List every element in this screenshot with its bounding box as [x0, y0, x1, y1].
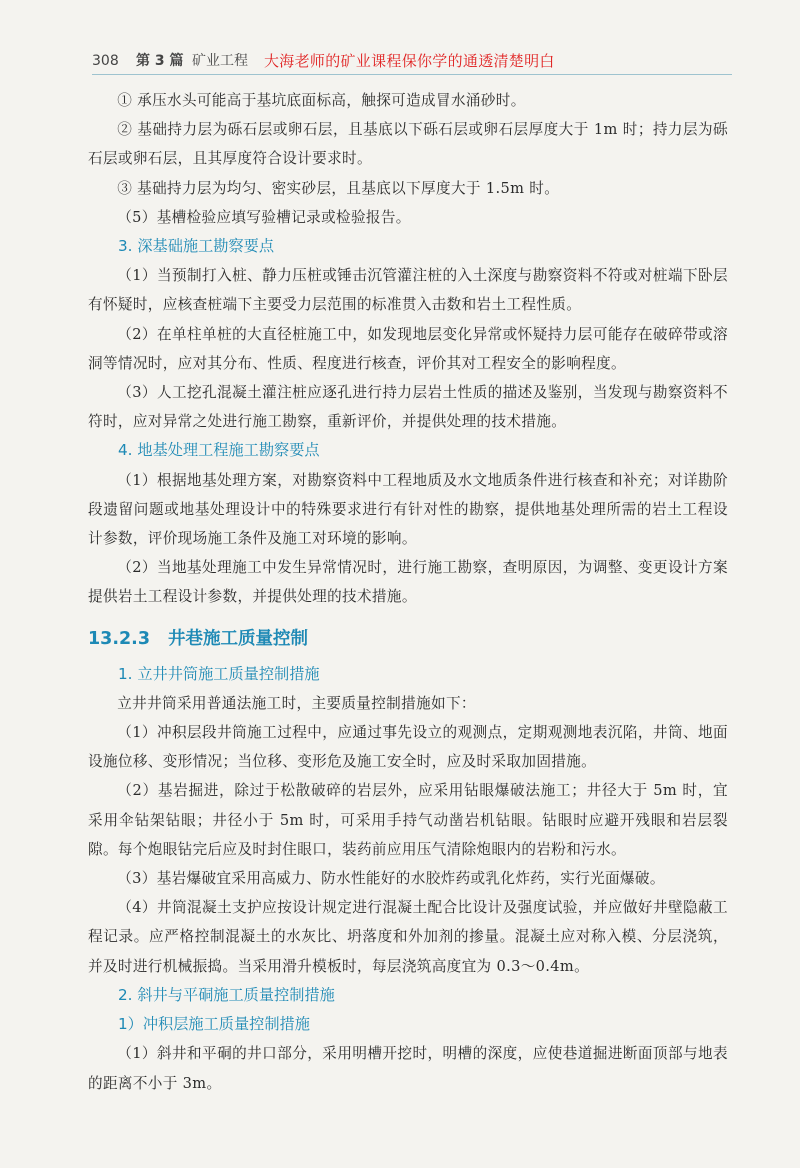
paragraph: （2）当地基处理施工中发生异常情况时，进行施工勘察，查明原因，为调整、变更设计方案提供岩土工程设计参数，并提供处理的技术措施。: [88, 559, 728, 606]
watermark-text: 大海老师的矿业课程保你学的通透清楚明白: [264, 52, 555, 70]
page-body: [88, 86, 728, 1098]
chapter-label: 矿业工程: [192, 53, 248, 69]
paragraph: （2）基岩掘进，除过于松散破碎的岩层外，应采用钻眼爆破法施工；井径大于 5m 时，宜采用伞钻架钻眼；井径小于 5m 时，可采用手持气动凿岩机钻眼。钻眼时应避开残眼和岩层裂隙。每个炮眼钻完后应及时封住眼口，装药前应用压气清除炮眼内的岩粉和污水。: [88, 782, 728, 858]
section-heading: [88, 622, 728, 656]
paragraph: （3）人工挖孔混凝土灌注桩应逐孔进行持力层岩土性质的描述及鉴别，当发现与勘察资料不符时，应对异常之处进行施工勘察，重新评价，并提供处理的技术措施。: [88, 384, 728, 431]
subsection-heading: 1）冲积层施工质量控制措施: [118, 1015, 310, 1034]
subsection-heading: 3. 深基础施工勘察要点: [118, 237, 275, 256]
paragraph: ① 承压水头可能高于基坑底面标高，触探可造成冒水涌砂时。: [117, 92, 526, 109]
paragraph: （2）在单柱单桩的大直径桩施工中，如发现地层变化异常或怀疑持力层可能存在破碎带或溶洞等情况时，应对其分布、性质、程度进行核查，评价其对工程安全的影响程度。: [88, 325, 728, 372]
subsection-heading: 1. 立井井筒施工质量控制措施: [118, 664, 320, 683]
paragraph: 立井井筒采用普通法施工时，主要质量控制措施如下：: [117, 694, 476, 712]
paragraph: （3）基岩爆破宜采用高威力、防水性能好的水胶炸药或乳化炸药，实行光面爆破。: [117, 870, 665, 888]
paragraph: （1）根据地基处理方案，对勘察资料中工程地质及水文地质条件进行核查和补充；对详勘阶段遗留问题或地基处理设计中的特殊要求进行有针对性的勘察，提供地基处理所需的岩土工程设计参数，评价现场施工条件及施工对环境的影响。: [88, 471, 728, 548]
paragraph: ② 基础持力层为砾石层或卵石层，且基底以下砾石层或卵石层厚度大于 1m 时；持力层为砾石层或卵石层，且其厚度符合设计要求时。: [88, 121, 728, 168]
page-header: [92, 50, 732, 75]
paragraph: ③ 基础持力层为均匀、密实砂层，且基底以下厚度大于 1.5m 时。: [117, 179, 560, 197]
part-label: 第 3 篇: [136, 53, 184, 69]
paragraph: （1）当预制打入桩、静力压桩或锤击沉管灌注桩的入土深度与勘察资料不符或对桩端下卧层有怀疑时，应核查桩端下主要受力层范围的标准贯入击数和岩土工程性质。: [88, 267, 728, 314]
paragraph: （4）井筒混凝土支护应按设计规定进行混凝土配合比设计及强度试验，并应做好井壁隐蔽工程记录。应严格控制混凝土的水灰比、坍落度和外加剂的掺量。混凝土应对称入模、分层浇筑，并及时进行机械振捣。当采用滑升模板时，每层浇筑高度宜为 0.3～0.4m。: [88, 899, 728, 975]
paragraph: （1）冲积层段井筒施工过程中，应通过事先设立的观测点，定期观测地表沉陷，井筒、地面设施位移、变形情况；当位移、变形危及施工安全时，应及时采取加固措施。: [88, 724, 728, 771]
section-number: 13.2.3: [88, 628, 151, 649]
subsection-heading: 4. 地基处理工程施工勘察要点: [118, 441, 320, 460]
paragraph: （5）基槽检验应填写验槽记录或检验报告。: [117, 208, 411, 226]
section-title: 井巷施工质量控制: [168, 628, 309, 649]
paragraph: （1）斜井和平硐的井口部分，采用明槽开挖时，明槽的深度，应使巷道掘进断面顶部与地表的距离不小于 3m。: [88, 1045, 728, 1092]
page-number: 308: [92, 53, 119, 69]
subsection-heading: 2. 斜井与平硐施工质量控制措施: [118, 985, 335, 1004]
